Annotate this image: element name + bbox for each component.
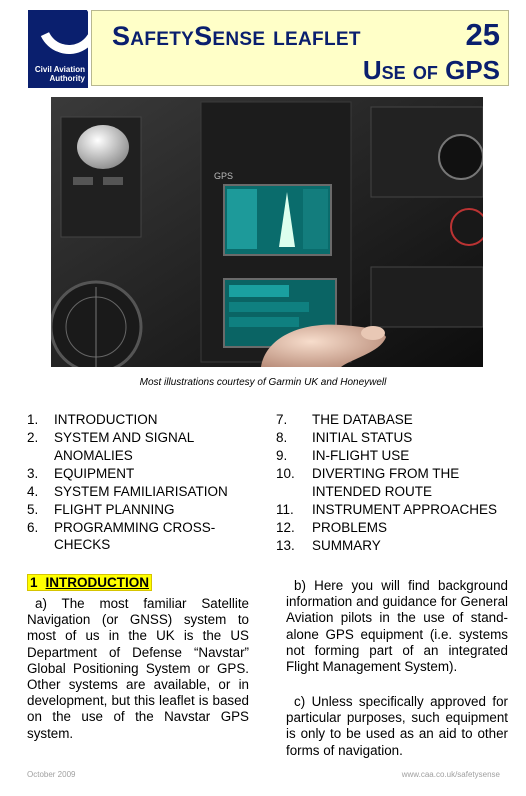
toc-item — [276, 501, 516, 519]
toc-item — [276, 429, 516, 447]
paragraph-a: a) The most familiar Satellite Navigation (or GNSS) system to most of us in the UK is the US Department of Defense “Navstar” Global Positioning System or GPS. Other systems are available, or in development, but this leaflet is based on the use of the Navstar GPS system. — [27, 596, 249, 741]
leaflet-title: Use of GPS — [362, 55, 500, 85]
toc-item-number: 3. — [27, 465, 39, 481]
toc-item — [27, 483, 237, 501]
paragraph-b: b) Here you will find background information and guidance for General Aviation pilots in the use of stand-alone GPS equipment (i.e. systems not forming part of an integrated Flight Management System). — [286, 578, 508, 675]
toc-item-label: SYSTEM AND SIGNAL ANOMALIES — [54, 430, 194, 463]
toc-item-label: IN-FLIGHT USE — [312, 448, 410, 463]
section-heading — [27, 574, 152, 591]
toc-item-label: PROGRAMMING CROSS-CHECKS — [54, 519, 216, 552]
logo-arc-emblem — [29, 10, 88, 63]
cockpit-illustration — [51, 97, 483, 367]
toc-item-number: 4. — [27, 483, 39, 499]
header-banner — [91, 10, 509, 86]
cockpit-photo — [51, 97, 483, 367]
leaflet-number: 25 — [465, 17, 500, 52]
toc-item — [27, 429, 237, 464]
toc-item — [27, 411, 237, 429]
toc-right-column — [276, 411, 516, 555]
section-number: 1 — [30, 575, 38, 590]
toc-item-label: INSTRUMENT APPROACHES — [312, 501, 498, 517]
toc-item-label: DIVERTING FROM THE INTENDED ROUTE — [312, 466, 460, 499]
toc-item-number: 6. — [27, 519, 39, 535]
toc-item-number: 1. — [27, 412, 39, 427]
toc-item-number: 12. — [276, 519, 295, 535]
logo-text — [28, 65, 85, 83]
toc-item — [276, 411, 516, 429]
toc-item — [276, 537, 516, 555]
series-title: SafetySense leaflet — [112, 21, 361, 51]
footer-url[interactable]: www.caa.co.uk/safetysense — [401, 770, 500, 779]
toc-item-label: PROBLEMS — [312, 519, 388, 535]
footer-date: October 2009 — [27, 770, 76, 779]
toc-item-number: 8. — [276, 430, 288, 445]
toc-item-number: 13. — [276, 537, 295, 553]
toc-item-label: FLIGHT PLANNING — [54, 501, 175, 517]
photo-caption: Most illustrations courtesy of Garmin UK and Honeywell — [139, 377, 387, 388]
toc-item — [27, 465, 237, 483]
toc-item-number: 10. — [276, 466, 295, 481]
toc-item-label: INTRODUCTION — [54, 412, 158, 427]
panel-label-gps: GPS — [214, 171, 234, 181]
toc-item-number: 9. — [276, 448, 288, 463]
toc-item-number: 5. — [27, 501, 39, 517]
toc-item-label: EQUIPMENT — [54, 465, 135, 481]
logo-text-line-2: Authority — [49, 74, 85, 83]
toc-item-number: 11. — [276, 501, 294, 517]
toc-item-label: THE DATABASE — [312, 412, 413, 427]
paragraph-c: c) Unless specifically approved for particular purposes, such equipment is only to be used as an aid to other forms of navigation. — [286, 694, 508, 758]
toc-left-column — [27, 411, 237, 554]
section-title: INTRODUCTION — [45, 575, 150, 590]
toc-item — [276, 465, 516, 500]
toc-item — [27, 501, 237, 519]
toc-item-label: INITIAL STATUS — [312, 430, 413, 445]
toc-item — [276, 519, 516, 537]
toc-item-label: SUMMARY — [312, 537, 381, 553]
logo-text-line-1: Civil Aviation — [34, 65, 85, 74]
toc-item — [276, 447, 516, 465]
toc-item-number: 7. — [276, 412, 288, 427]
toc-item-number: 2. — [27, 430, 39, 445]
toc-item-label: SYSTEM FAMILIARISATION — [54, 483, 228, 499]
toc-item — [27, 519, 237, 554]
caa-logo — [28, 10, 88, 88]
